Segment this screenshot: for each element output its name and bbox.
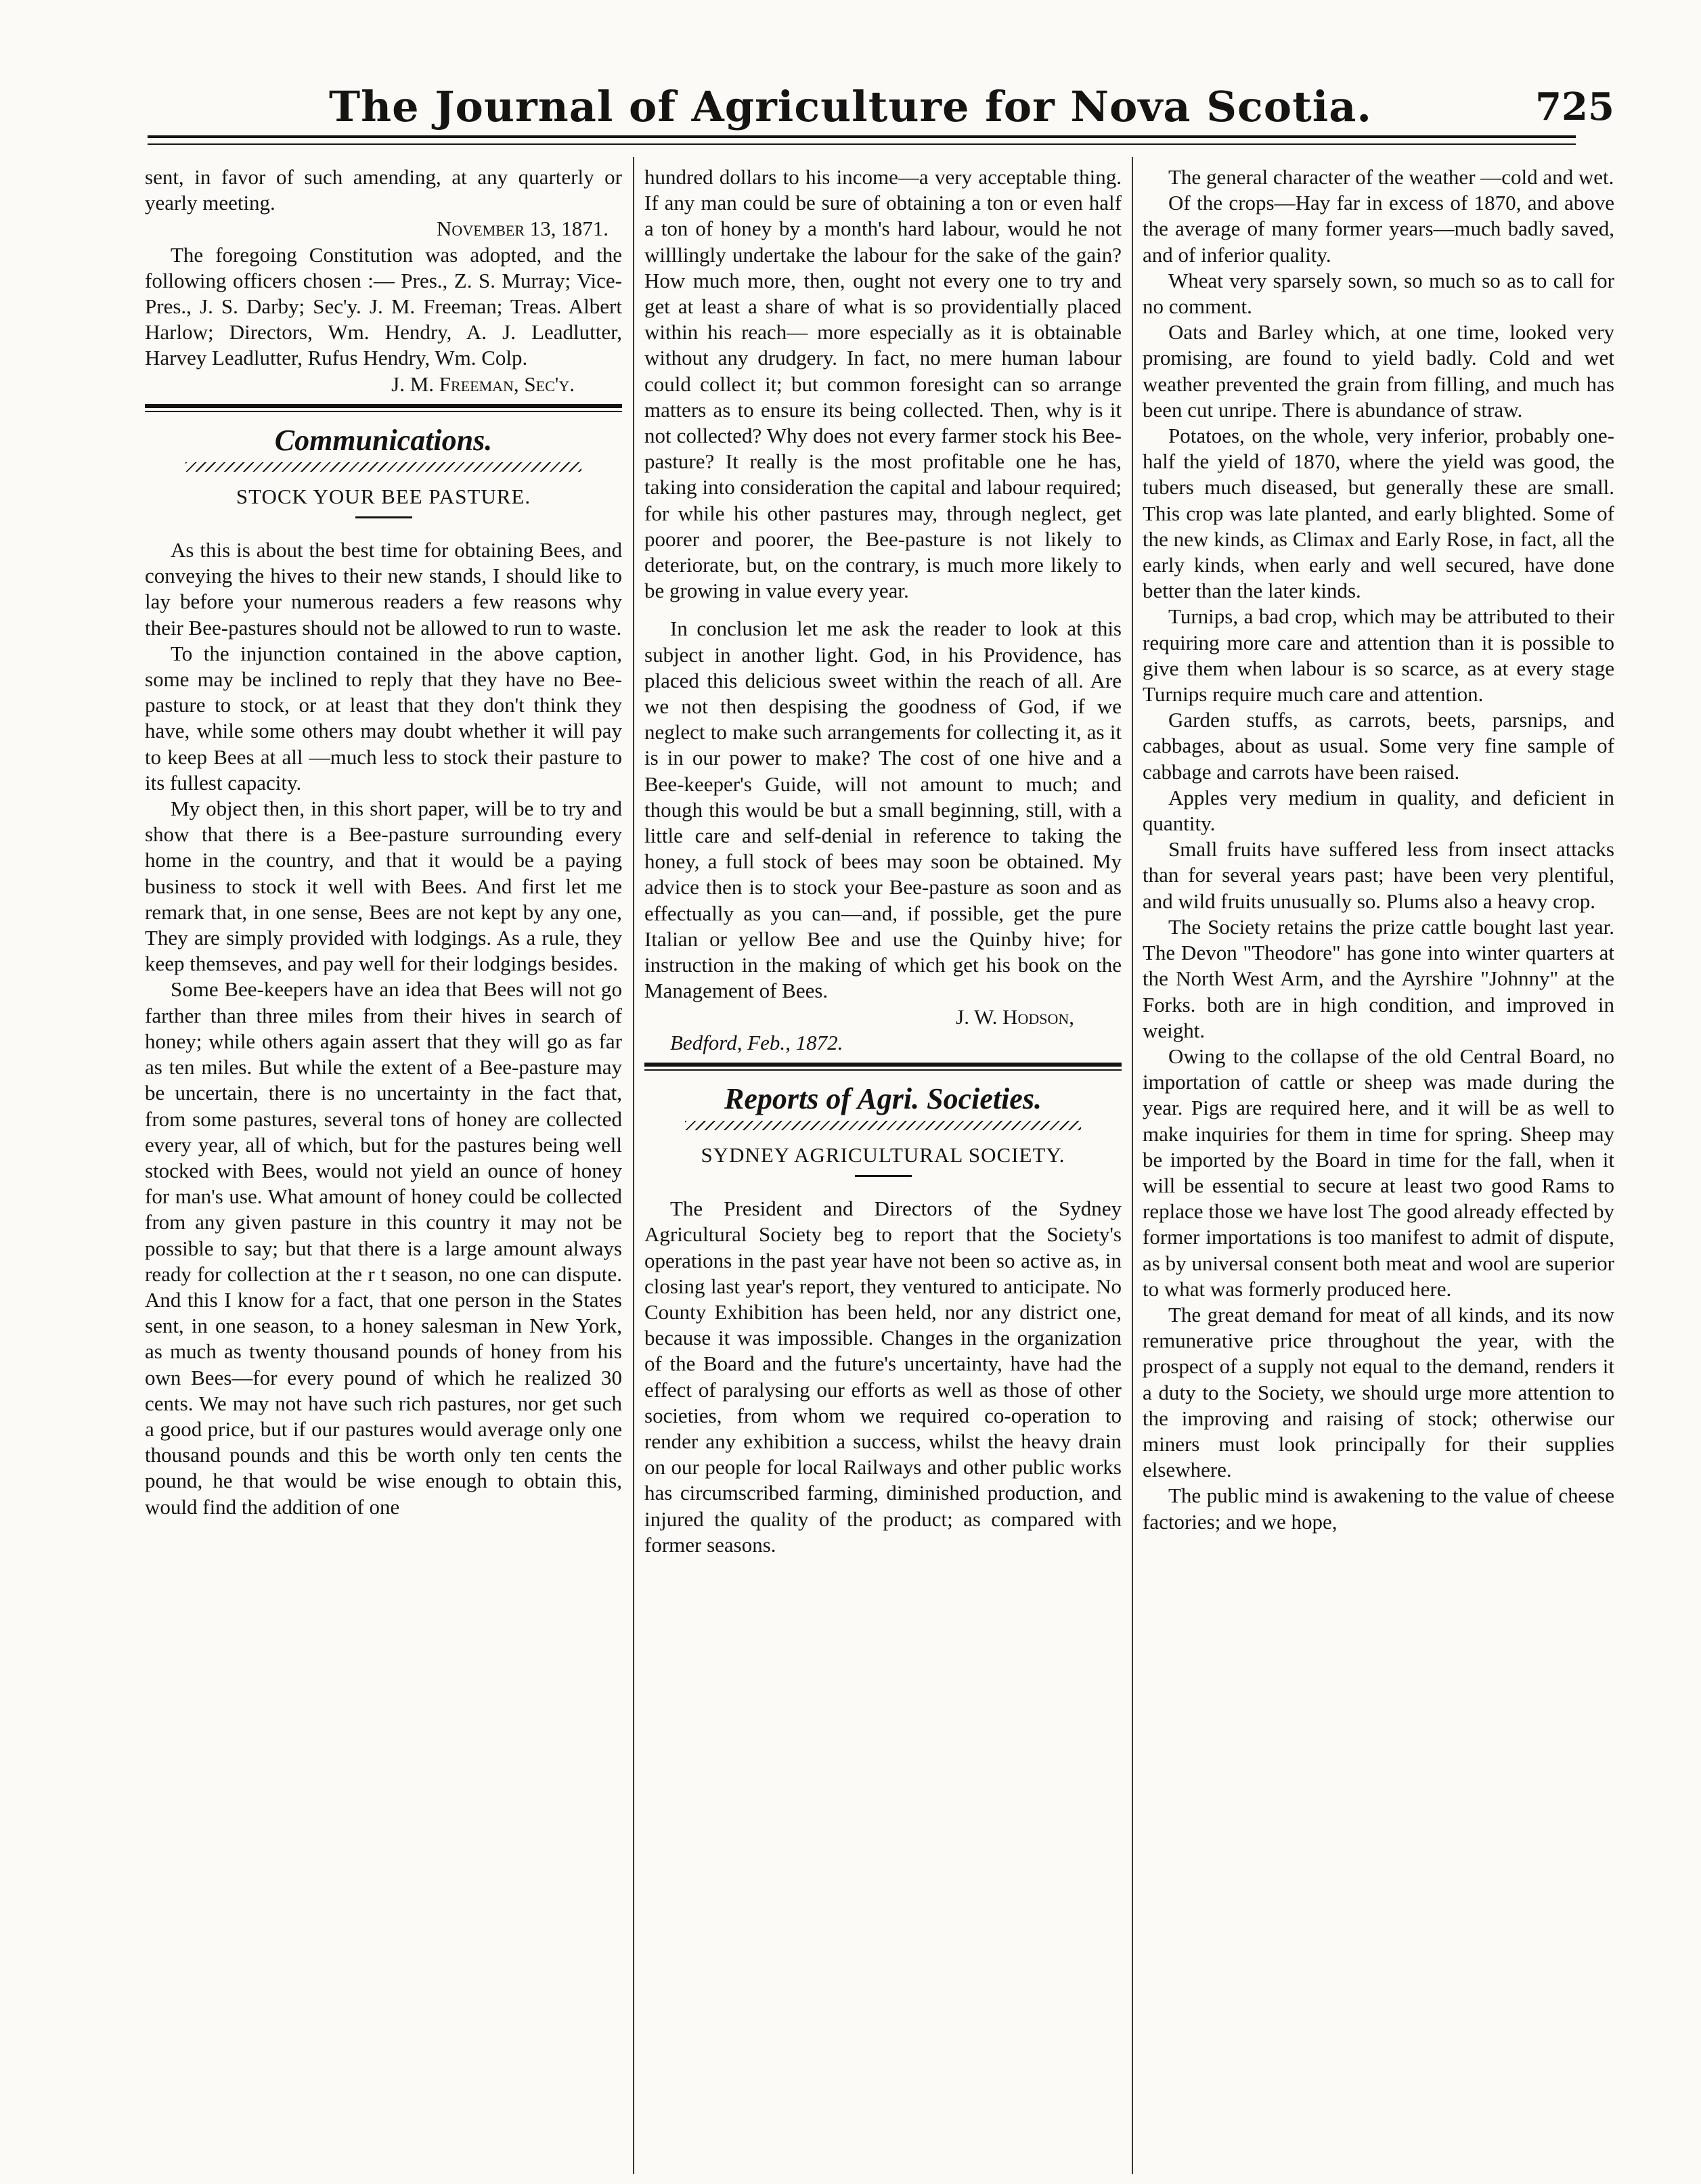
header-rule-thin	[148, 143, 1576, 145]
paragraph: Small fruits have suffered less from insect attacks than for several years past; have been very plentiful, and wild fruits unusually so. Plums also a heavy crop.	[1143, 837, 1614, 913]
column-2	[644, 164, 1122, 1558]
ornamental-rule	[685, 1121, 1081, 1130]
header-rule-thick	[148, 135, 1576, 138]
signature: J. W. Hodson,	[956, 1004, 1074, 1029]
section-heading: Communications.	[274, 423, 493, 457]
paragraph: hundred dollars to his income—a very acceptable thing. If any man could be sure of obtaining a ton or even half a ton of honey by a month's hard labour, would he not willlingly undertake the labour for the sake of the gain? How much more, then, ought not every one to try and get at least a share of what is so providentially placed within his reach— more especially as it is obtainable without any drudgery. In fact, no mere human labour could collect it; but common foresight can so arrange matters as to ensure its being collected. Then, why is it not collected? Why does not every farmer stock his Bee-pasture? It really is the most profitable one he has, taking into consideration the capital and labour required; for while his other pastures may, through neglect, get poorer and poorer, the Bee-pasture is not likely to deteriorate, but, on the contrary, is much more likely to be growing in value every year.	[644, 165, 1122, 603]
paragraph: To the injunction contained in the above caption, some may be inclined to reply that they have no Bee-pasture to stock, or at least that they don't think they have, while some others may doubt whether it will pay to keep Bees at all —much less to stock their pasture to its fullest capacity.	[145, 641, 622, 795]
dateline: November 13, 1871.	[437, 217, 609, 241]
section-rule	[145, 404, 622, 408]
paragraph: The public mind is awakening to the value of cheese factories; and we hope,	[1143, 1484, 1614, 1534]
paragraph: Wheat very sparsely sown, so much so as to call for no comment.	[1143, 268, 1614, 319]
paragraph: The President and Directors of the Sydney Agricultural Society beg to report that the Society's operations in the past year have not been so active as, in closing last year's report, they ventured to anticipate. No County Exhibition has been held, nor any district one, because it was impossible. Changes in the organization of the Board and the future's uncertainty, have had the effect of paralysing our efforts as well as those of other societies, from whom we required co-operation to render any exhibition a success, whilst the heavy drain on our people for local Railways and other public works has circumscribed farming, diminished production, and injured the quality of the product; as compared with former seasons.	[644, 1197, 1122, 1557]
paragraph: Some Bee-keepers have an idea that Bees will not go farther than three miles from their hives in search of honey; while others again assert that they will go as far as ten miles. But while the extent of a Bee-pasture may be uncertain, there is no uncertainty in the fact that, from some pastures, several tons of honey are collected every year, all of which, but for the pastures being well stocked with Bees, would not yield an ounce of honey for man's use. What amount of honey could be collected from any given pasture in this country it may not be possible to say; but that there is a large amount always ready for collection at the r t season, no one can dispute. And this I know for a fact, that one person in the States sent, in one season, to a honey salesman in New York, as much as twenty thousand pounds of honey from his own Bees—for every pound of which he realized 30 cents. We may not have such rich pastures, nor get such a good price, but if our pastures would average only one thousand pounds and this be worth only ten cents the pound, he that would be wise enough to obtain this, would find the addition of one	[145, 977, 622, 1519]
paragraph: sent, in favor of such amending, at any quarterly or yearly meeting.	[145, 165, 622, 215]
short-rule	[355, 516, 412, 518]
paragraph: Of the crops—Hay far in excess of 1870, and above the average of many former years—much badly saved, and of inferior quality.	[1143, 191, 1614, 267]
article-title: SYDNEY AGRICULTURAL SOCIETY.	[701, 1142, 1065, 1167]
signature: J. M. Freeman, Sec'y.	[391, 372, 575, 396]
section-rule-fine	[644, 1069, 1122, 1071]
paragraph: My object then, in this short paper, will be to try and show that there is a Bee-pasture surrounding every home in the country, and that it would be a paying business to stock it well with Bees. And first let me remark that, in one sense, Bees are not kept by any one, They are simply provided with lodgings. As a rule, they keep themseves, and pay well for their lodgings besides.	[145, 797, 622, 976]
section-heading: Reports of Agri. Societies.	[724, 1082, 1042, 1115]
ornamental-rule	[185, 462, 581, 472]
paragraph: Turnips, a bad crop, which may be attributed to their requiring more care and attention than it is possible to give them when labour is so scarce, as at every stage Turnips require much care and attention.	[1143, 604, 1614, 707]
paragraph: The Society retains the prize cattle bought last year. The Devon "Theodore" has gone into winter quarters at the North West Arm, and the Ayrshire "Johnny" at the Forks. both are in high condition, and improved in weight.	[1143, 914, 1614, 1042]
section-rule-fine	[145, 411, 622, 412]
column-divider-1	[633, 157, 634, 2174]
place-date: Bedford, Feb., 1872.	[670, 1030, 843, 1054]
paragraph: Oats and Barley which, at one time, looked very promising, are found to yield badly. Cold and wet weather prevented the grain from filling, and much has been cut unripe. There is abundance of straw.	[1143, 320, 1614, 422]
page-header-title: The Journal of Agriculture for Nova Scotia.	[328, 82, 1373, 131]
paragraph: Apples very medium in quality, and deficient in quantity.	[1143, 785, 1614, 836]
short-rule	[855, 1175, 912, 1177]
column-1	[145, 164, 622, 1520]
column-divider-2	[1132, 157, 1133, 2174]
paragraph: Owing to the collapse of the old Central Board, no importation of cattle or sheep was made during the year. Pigs are required here, and it will be as well to make inquiries for them in time for spring. Sheep may be imported by the Board in time for the fall, when it will be essential to secure at least two good Rams to replace those we have lost The good already effected by former importations is too manifest to admit of dispute, as by universal consent both meat and wool are superior to what was formerly produced here.	[1143, 1044, 1614, 1301]
article-title: STOCK YOUR BEE PASTURE.	[236, 484, 531, 508]
column-3	[1143, 164, 1614, 1535]
paragraph: Potatoes, on the whole, very inferior, probably one-half the yield of 1870, where the yield was good, the tubers much diseased, but generally these are small. This crop was late planted, and early blighted. Some of the new kinds, as Climax and Early Rose, in fact, all the early kinds, when early and well secured, have done better than the later kinds.	[1143, 424, 1614, 603]
section-rule	[644, 1063, 1122, 1067]
paragraph: In conclusion let me ask the reader to look at this subject in another light. God, in his Providence, has placed this delicious sweet within the reach of all. Are we not then despising the goodness of God, if we neglect to make such arrangements for collecting it, as it is in our power to make? The cost of one hive and a Bee-keeper's Guide, will not amount to much; and though this would be but a small beginning, still, with a little care and self-denial in reference to taking the honey, a full stock of bees may soon be obtained. My advice then is to stock your Bee-pasture as soon and as effectually as you can—and, if possible, get the pure Italian or yellow Bee and use the Quinby hive; for instruction in the making of which get his book on the Management of Bees.	[644, 617, 1122, 1003]
paragraph: As this is about the best time for obtaining Bees, and conveying the hives to their new stands, I should like to lay before your numerous readers a few reasons why their Bee-pastures should not be allowed to run to waste.	[145, 538, 622, 640]
page-number: 725	[1535, 85, 1614, 129]
paragraph: The general character of the weather —cold and wet.	[1168, 165, 1614, 189]
paragraph: The great demand for meat of all kinds, and its now remunerative price throughout the year, with the prospect of a supply not equal to the demand, renders it a duty to the Society, we should urge more attention to the improving and raising of stock; otherwise our miners must look principally for their supplies elsewhere.	[1143, 1302, 1614, 1482]
paragraph: Garden stuffs, as carrots, beets, parsnips, and cabbages, about as usual. Some very fine sample of cabbage and carrots have been raised.	[1143, 708, 1614, 784]
paragraph: The foregoing Constitution was adopted, and the following officers chosen :— Pres., Z. S. Murray; Vice-Pres., J. S. Darby; Sec'y. J. M. Freeman; Treas. Albert Harlow; Directors, Wm. Hendry, A. J. Leadlutter, Harvey Leadlutter, Rufus Hendry, Wm. Colp.	[145, 242, 622, 370]
